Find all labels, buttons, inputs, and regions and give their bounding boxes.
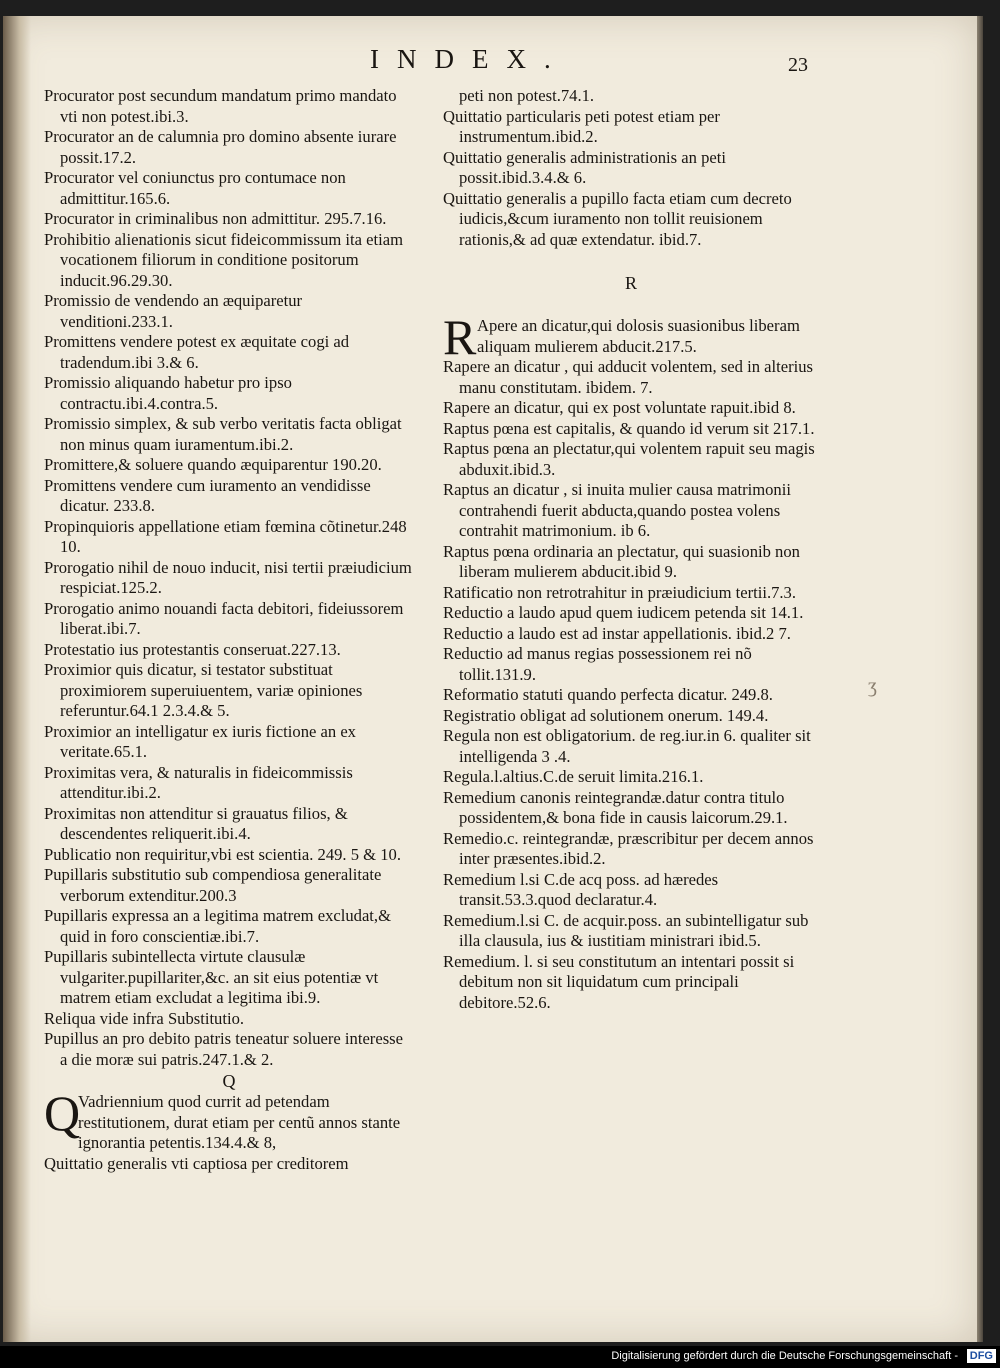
index-entry: Quittatio generalis vti captiosa per creditorem: [44, 1153, 349, 1173]
dropcap-q: Q: [44, 1085, 81, 1141]
index-entry: Reliqua vide infra Substitutio.: [44, 1008, 245, 1028]
spacer: [443, 250, 819, 272]
footer-bar: [0, 1346, 1000, 1368]
index-entry: Promissio simplex, & sub verbo veritatis facta obligat non minus quam iuramentum.ibi.2.: [44, 414, 402, 454]
index-entry: Quittatio particularis peti potest etiam per instrumentum.ibid.2.: [443, 106, 720, 146]
section-letter-q: Q: [222, 1071, 236, 1091]
index-entry: Proximior an intelligatur ex iuris fictione an ex veritate.65.1.: [44, 721, 356, 761]
index-entry: Reductio ad manus regias possessionem rei nõ tollit.131.9.: [443, 644, 752, 684]
left-column: [44, 86, 414, 1174]
index-entry: Pupillaris expressa an a legitima matrem excludat,& quid in foro conscientiæ.ibi.7.: [44, 906, 391, 946]
index-entry: Proximitas non attenditur si grauatus filios, & descendentes reliquerit.ibi.4.: [44, 803, 348, 843]
index-entry: Regula non est obligatorium. de reg.iur.in 6. qualiter sit intelligenda 3 .4.: [443, 726, 811, 766]
index-entry: Raptus an dicatur , si inuita mulier causa matrimonii contrahendi fuerit abducta,quando postea volens contrahit matrimonium. ib 6.: [443, 480, 791, 540]
index-entry-r-first: [443, 309, 819, 365]
running-head: INDEX.: [370, 44, 569, 74]
folio-number: 23: [788, 54, 808, 76]
index-entry: Rapere an dicatur , qui adducit volentem, sed in alterius manu constitutam. ibidem. 7.: [443, 357, 814, 397]
index-entry: Proximitas vera, & naturalis in fideicommissis attenditur.ibi.2.: [44, 762, 353, 802]
index-entry: Publicatio non requiritur,vbi est scientia. 249. 5 & 10.: [44, 844, 401, 864]
index-entry: Promittere,& soluere quando æquiparentur 190.20.: [44, 455, 382, 474]
index-entry: Procurator in criminalibus non admittitur. 295.7.16.: [44, 209, 387, 228]
left-entries: [44, 86, 414, 1070]
right-entries-r: [443, 357, 819, 1013]
index-entry: Reductio a laudo est ad instar appellationis. ibid.2 7.: [443, 623, 791, 643]
index-entry: Procurator vel coniunctus pro contumace non admittitur.165.6.: [44, 168, 346, 208]
index-entry: Remedium. l. si seu constitutum an intentari possit si debitum non sit liquidatum cum principali debitore.52.6.: [443, 951, 795, 1012]
index-entry: Promissio de vendendo an æquiparetur venditioni.233.1.: [44, 291, 303, 331]
dropcap-r: R: [443, 309, 477, 365]
dfg-logo: DFG: [967, 1349, 996, 1363]
page-gutter-shadow: [3, 16, 31, 1342]
page-edge: [977, 16, 983, 1342]
index-entry: Pupillaris substitutio sub compendiosa generalitate verborum extenditur.200.3: [44, 865, 382, 905]
index-entry: Procurator post secundum mandatum primo mandato vti non potest.ibi.3.: [44, 86, 397, 126]
index-entry: Registratio obligat ad solutionem onerum. 149.4.: [443, 705, 769, 725]
index-entry: Procurator an de calumnia pro domino absente iurare possit.17.2.: [44, 127, 397, 167]
index-entry: Protestatio ius protestantis conseruat.227.13.: [44, 639, 341, 659]
index-entry: Raptus pœna ordinaria an plectatur, qui suasionib non liberam mulierem abducit.ibid 9.: [443, 541, 800, 581]
index-entry: Prorogatio nihil de nouo inducit, nisi tertii præiudicium respiciat.125.2.: [44, 557, 412, 597]
footer-credit: Digitalisierung gefördert durch die Deutsche Forschungsgemeinschaft -: [611, 1350, 958, 1362]
index-entry: Pupillaris subintellecta virtute clausulæ vulgariter.pupillariter,&c. an sit eius potentiæ vt matrem etiam excludat a legitima ibi.9.: [44, 947, 379, 1007]
index-entry: peti non potest.74.1.: [459, 86, 595, 105]
index-entry: Remedium l.si C.de acq poss. ad hæredes transit.53.3.quod declaratur.4.: [443, 869, 719, 909]
right-column: [443, 86, 819, 1013]
index-entry: Promittens vendere potest ex æquitate cogi ad tradendum.ibi 3.& 6.: [44, 332, 350, 372]
index-entry: Pupillus an pro debito patris teneatur soluere interesse a die moræ sui patris.247.1.& 2.: [44, 1029, 403, 1069]
index-entry: Quittatio generalis administrationis an peti possit.ibid.3.4.& 6.: [443, 147, 726, 187]
margin-smudge-icon: ʒ: [868, 675, 877, 697]
index-entry: Reformatio statuti quando perfecta dicatur. 249.8.: [443, 685, 773, 704]
index-entry: Regula.l.altius.C.de seruit limita.216.1.: [443, 767, 704, 786]
index-entry: Remedium.l.si C. de acquir.poss. an subintelligatur sub illa clausula, ius & iustitiam ministrari ibid.5.: [443, 910, 809, 950]
index-entry: Rapere an dicatur, qui ex post voluntate rapuit.ibid 8.: [443, 398, 796, 417]
entry-text: Apere an dicatur,qui dolosis suasionibus liberam aliquam mulierem abducit.217.5.: [477, 316, 800, 356]
index-entry: Prorogatio animo nouandi facta debitori, fideiussorem liberat.ibi.7.: [44, 598, 404, 638]
index-entry: Proximior quis dicatur, si testator substituat proximiorem superuiuentem, variæ opiniones referuntur.64.1 2.3.4.& 5.: [44, 660, 363, 720]
index-entry-q-first: [44, 1085, 414, 1154]
spacer: [443, 294, 819, 316]
index-entry: Raptus pœna est capitalis, & quando id verum sit 217.1.: [443, 418, 815, 438]
index-entry: Promissio aliquando habetur pro ipso contractu.ibi.4.contra.5.: [44, 373, 292, 413]
index-entry: Remedium canonis reintegrandæ.datur contra titulo possidentem,& bona fide in causis laicorum.29.1.: [443, 787, 788, 827]
index-entry: Propinquioris appellatione etiam fœmina cõtinetur.248 10.: [44, 516, 407, 556]
index-entry: Remedio.c. reintegrandæ, præscribitur per decem annos inter præsentes.ibid.2.: [443, 828, 814, 868]
right-entries-top: [443, 86, 819, 250]
index-entry: Prohibitio alienationis sicut fideicommissum ita etiam vocationem filiorum in conditione positorum inducit.96.29.30.: [44, 229, 404, 290]
index-entry: Reductio a laudo apud quem iudicem petenda sit 14.1.: [443, 603, 804, 622]
index-entry: Raptus pœna an plectatur,qui volentem rapuit seu magis abduxit.ibid.3.: [443, 439, 815, 479]
entry-text: Vadriennium quod currit ad petendam restitutionem, durat etiam per centũ annos stante ignorantia petentis.134.4.& 8,: [78, 1092, 401, 1152]
index-entry: Promittens vendere cum iuramento an vendidisse dicatur. 233.8.: [44, 475, 371, 515]
index-entry: Ratificatio non retrotrahitur in præiudicium tertii.7.3.: [443, 582, 796, 602]
section-letter-r: R: [624, 273, 637, 293]
index-entry: Quittatio generalis a pupillo facta etiam cum decreto iudicis,&cum iuramento non tollit reuisionem rationis,& ad quæ extendatur. ibid.7.: [443, 188, 792, 249]
